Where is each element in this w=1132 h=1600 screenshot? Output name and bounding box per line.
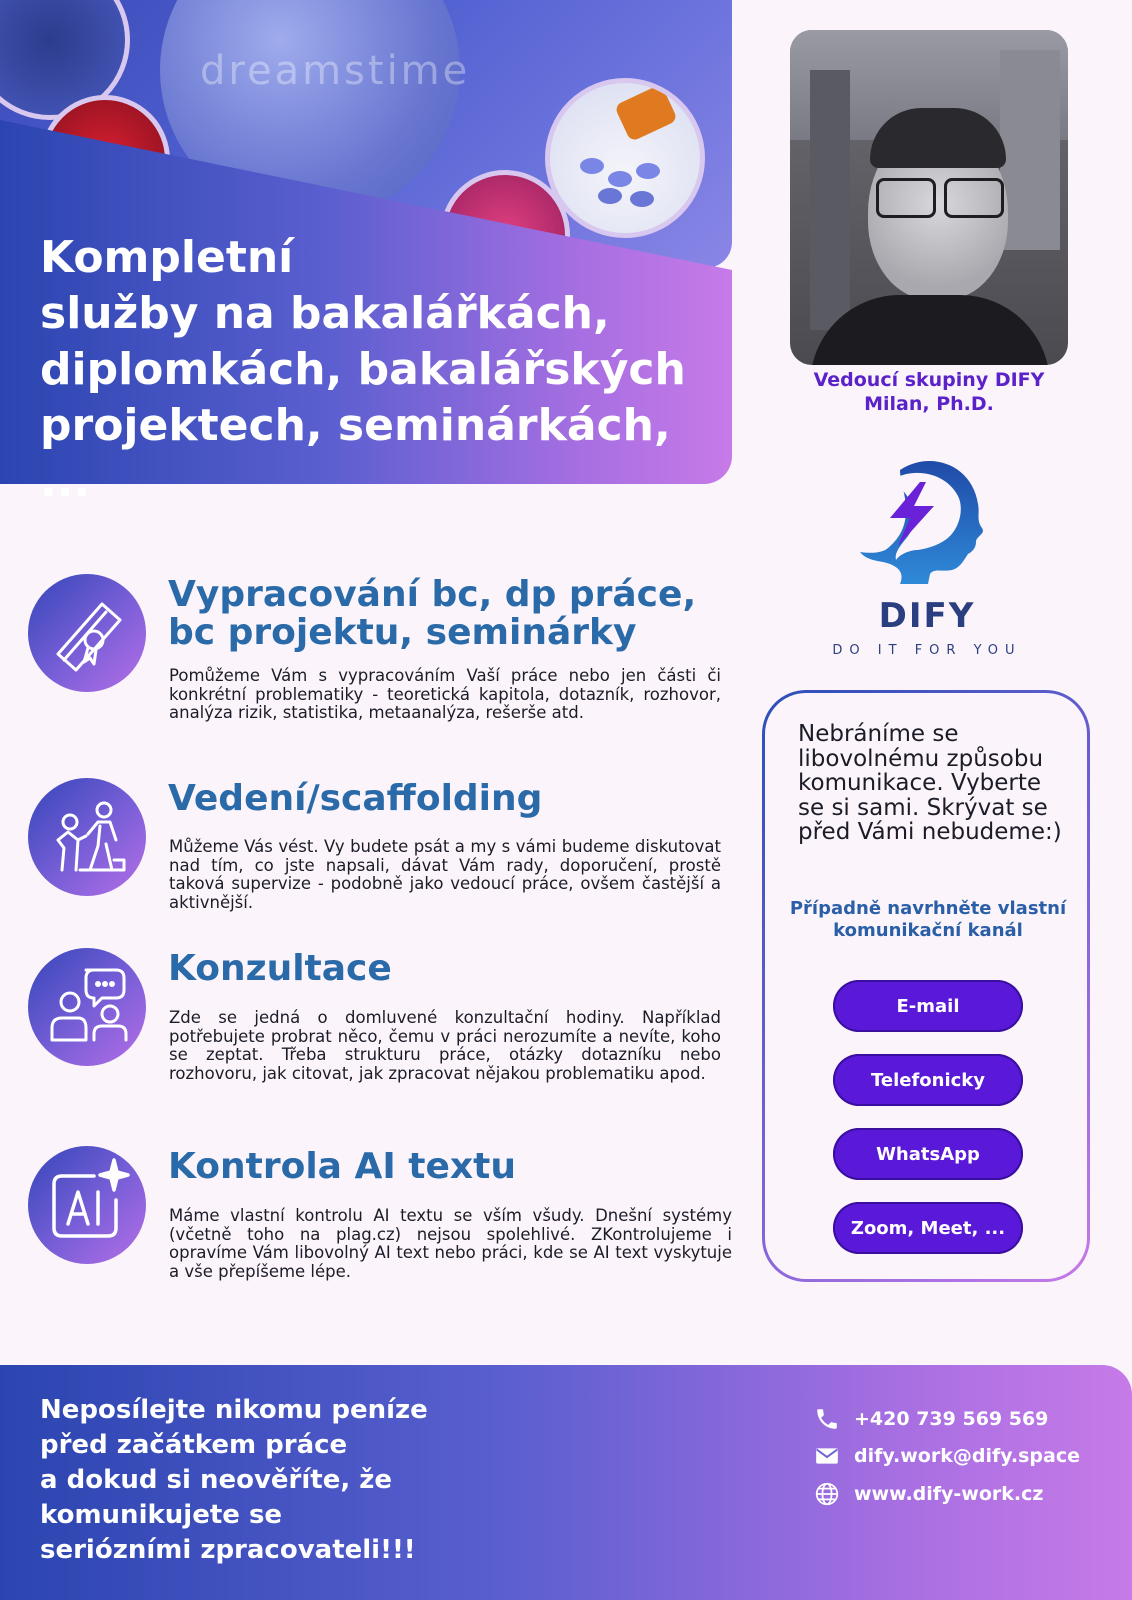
logo-name: DIFY [878,596,976,636]
service-description: Pomůžeme Vám s vypracováním Vaší práce nebo jen části či konkrétní problematiky - teoretická kapitola, dotazník, rozhovor, analýza rizik, statistika, metaanalýza, rešerše atd. [169,666,721,722]
hero-title-line: projektech, seminárkách, ... [40,400,671,507]
contact-suggest [780,898,1076,942]
footer-warning [40,1393,520,1568]
footer-warning-line: seriózními zpracovateli!!! [40,1535,416,1565]
service-title [168,780,728,818]
service-description: Zde se jedná o domluvené konzultační hodiny. Například potřebujete probrat něco, čemu v práci nerozumíte a nevíte, koho se zeptat. Třeba strukturu práce, otázky dotazníku nebo rozhovoru, jak citovat, jak zpracovat nějakou problematiku apod. [169,1008,721,1083]
caption-line: Vedoucí skupiny DIFY [813,369,1045,391]
whatsapp-button[interactable]: WhatsApp [833,1128,1023,1180]
footer-warning-line: a dokud si neověříte, že [40,1465,393,1495]
consultation-icon [28,948,146,1066]
service-title-line: Vypracování bc, dp práce, [168,574,697,615]
footer-warning-line: Neposílejte nikomu peníze [40,1395,428,1425]
phone-button[interactable]: Telefonicky [833,1054,1023,1106]
phone-number: +420 739 569 569 [854,1408,1049,1430]
email-button[interactable]: E-mail [833,980,1023,1032]
service-description: Máme vlastní kontrolu AI textu se vším všudy. Dnešní systémy (včetně toho na plag.cz) nejsou spolehlivé. ZKontrolujeme i opravíme Vám libovolný AI text nebo práci, kde se AI text vyskytuje a vše přepíšeme lépe. [169,1206,732,1281]
service-title [168,1148,728,1186]
mail-icon [814,1443,840,1469]
service-title [168,950,728,988]
watermark: dreamstime [200,48,471,94]
dify-logo-icon [860,456,990,588]
service-title-line: bc projektu, seminárky [168,612,637,653]
website-url: www.dify-work.cz [854,1483,1044,1505]
footer-warning-line: před začátkem práce [40,1430,348,1460]
contact-intro: Nebráníme se libovolnému způsobu komunikace. Vyberte se si sami. Skrývat se před Vámi nebudeme:) [798,721,1062,845]
email-address: dify.work@dify.space [854,1445,1080,1467]
hero-title-line: diplomkách, bakalářských [40,344,686,395]
logo-tagline: DO IT FOR YOU [832,643,1022,658]
service-title-line: Vedení/scaffolding [168,778,543,819]
service-icon-circle [28,574,146,692]
service-title [168,576,728,652]
profile-photo [790,30,1068,365]
mentoring-icon [28,778,146,896]
contact-suggest-line: komunikační kanál [833,920,1023,941]
service-description: Můžeme Vás vést. Vy budete psát a my s vámi budeme diskutovat nad tím, co jste napsali, dávat Vám rady, doporučení, prostě taková supervize - podobně jako vedoucí práce, ovšem častější a aktivnější. [169,837,721,912]
footer-email[interactable] [814,1442,1080,1470]
pills-bubble [545,78,705,238]
footer-phone[interactable] [814,1405,1048,1433]
service-icon-circle [28,778,146,896]
contact-suggest-line: Případně navrhněte vlastní [789,898,1067,919]
service-title-line: Konzultace [168,948,392,989]
video-call-button[interactable]: Zoom, Meet, ... [833,1202,1023,1254]
footer-warning-line: komunikujete se [40,1500,283,1530]
diploma-icon [28,574,146,692]
service-icon-circle [28,948,146,1066]
hero-title-line: služby na bakalářkách, [40,288,610,339]
service-icon-circle [28,1146,146,1264]
phone-icon [814,1406,840,1432]
globe-icon [814,1481,840,1507]
footer-web[interactable] [814,1480,1043,1508]
hero-title [40,230,730,510]
hero-title-line: Kompletní [40,232,294,283]
service-title-line: Kontrola AI textu [168,1146,516,1187]
caption-line: Milan, Ph.D. [864,393,994,415]
profile-caption [770,368,1088,416]
ai-icon [28,1146,146,1264]
